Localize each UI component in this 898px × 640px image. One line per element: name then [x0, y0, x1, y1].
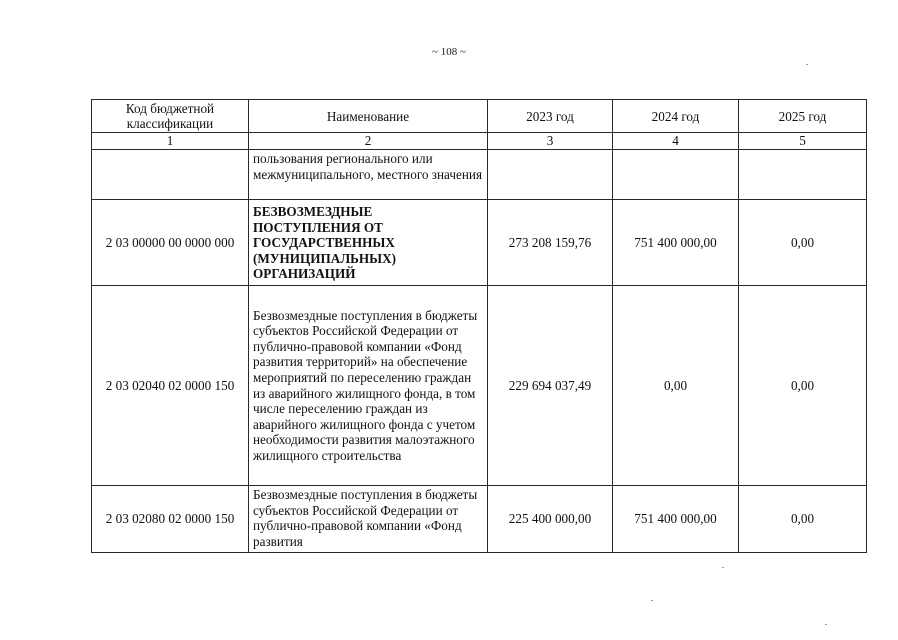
row-code: 2 03 02040 02 0000 150	[92, 286, 249, 486]
page-number: ~ 108 ~	[432, 46, 466, 58]
header-code: Код бюджетной классификации	[92, 100, 249, 133]
header-2023: 2023 год	[488, 100, 613, 133]
row-value-2024: 751 400 000,00	[613, 200, 739, 286]
column-number: 1	[92, 133, 249, 150]
scan-speck	[806, 64, 808, 65]
row-code	[92, 150, 249, 200]
row-value-2024: 751 400 000,00	[613, 486, 739, 553]
table-row	[92, 486, 867, 553]
row-value-2025	[739, 150, 867, 200]
header-2024: 2024 год	[613, 100, 739, 133]
column-number-row	[92, 133, 867, 150]
budget-table	[91, 99, 867, 553]
row-code: 2 03 02080 02 0000 150	[92, 486, 249, 553]
header-2025: 2025 год	[739, 100, 867, 133]
row-value-2023: 273 208 159,76	[488, 200, 613, 286]
row-name: Безвозмездные поступления в бюджеты субъектов Российской Федерации от публично-правовой компании «Фонд развития территорий» на обеспечение мероприятий по переселению граждан из аварийного жилищного фонда, в том числе переселению граждан из аварийного жилищного фонда с учетом необходимости развития малоэтажного жилищного строительства	[249, 286, 488, 486]
row-code: 2 03 00000 00 0000 000	[92, 200, 249, 286]
row-value-2025: 0,00	[739, 200, 867, 286]
table-header-row	[92, 100, 867, 133]
scan-speck	[651, 600, 653, 601]
column-number: 4	[613, 133, 739, 150]
row-name: Безвозмездные поступления в бюджеты субъектов Российской Федерации от публично-правовой компании «Фонд развития	[249, 486, 488, 553]
row-value-2023	[488, 150, 613, 200]
row-value-2023: 225 400 000,00	[488, 486, 613, 553]
column-number: 3	[488, 133, 613, 150]
row-value-2023: 229 694 037,49	[488, 286, 613, 486]
row-value-2025: 0,00	[739, 486, 867, 553]
column-number: 5	[739, 133, 867, 150]
scan-speck	[825, 624, 827, 625]
table-row	[92, 200, 867, 286]
scan-speck	[722, 567, 724, 568]
row-value-2024: 0,00	[613, 286, 739, 486]
table-row	[92, 150, 867, 200]
table-row	[92, 286, 867, 486]
row-name: пользования регионального или межмуниципального, местного значения	[249, 150, 488, 200]
header-name: Наименование	[249, 100, 488, 133]
row-value-2024	[613, 150, 739, 200]
row-name: БЕЗВОЗМЕЗДНЫЕ ПОСТУПЛЕНИЯ ОТ ГОСУДАРСТВЕННЫХ (МУНИЦИПАЛЬНЫХ) ОРГАНИЗАЦИЙ	[249, 200, 488, 286]
column-number: 2	[249, 133, 488, 150]
row-value-2025: 0,00	[739, 286, 867, 486]
